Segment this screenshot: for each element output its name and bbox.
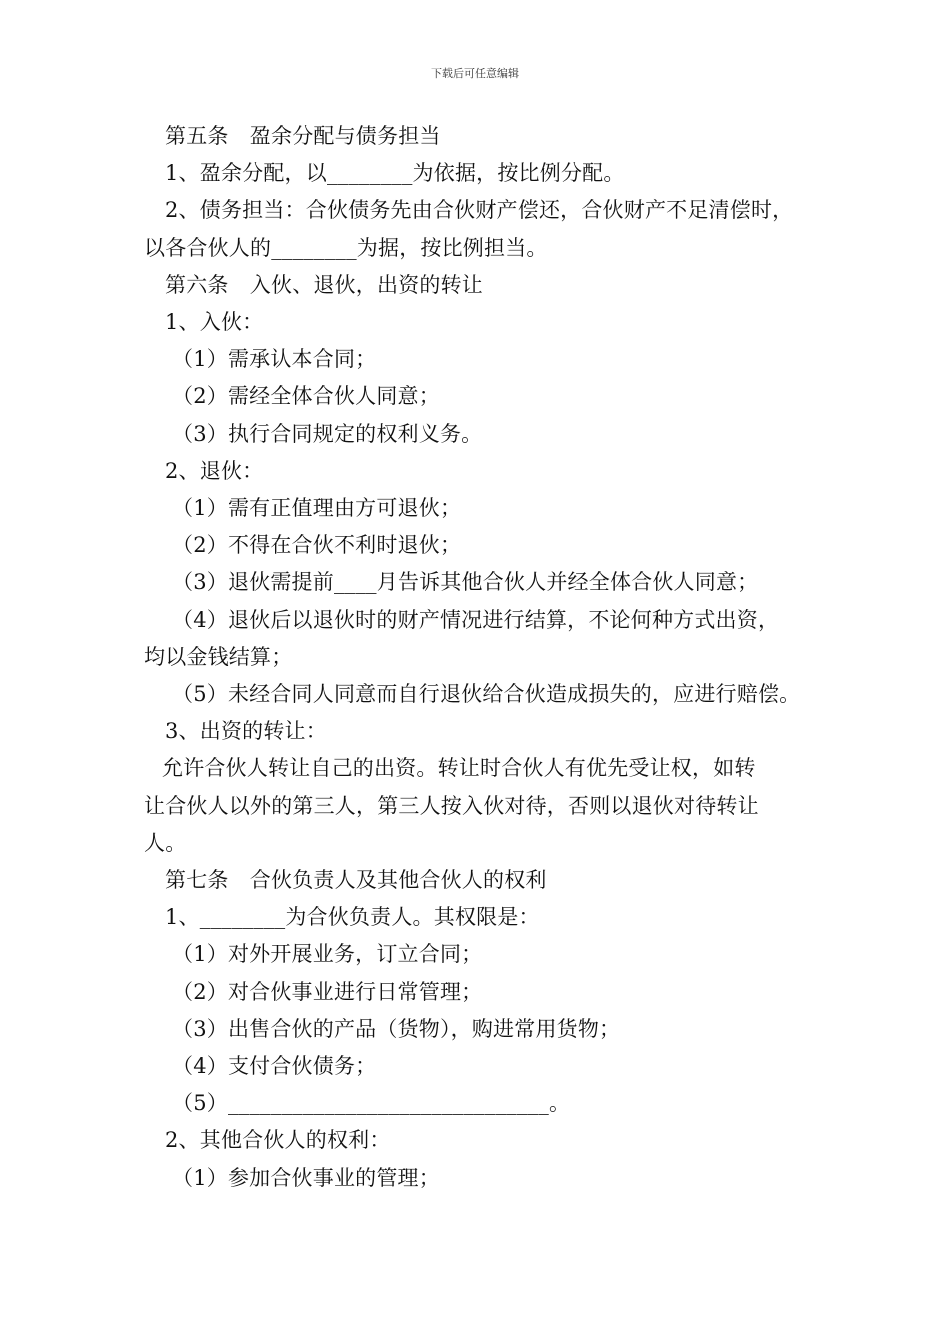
article-6-heading: 第六条 入伙、退伙，出资的转让 — [165, 272, 483, 297]
header-note: 下载后可任意编辑 — [431, 67, 519, 80]
clause-6-1-3: （3）执行合同规定的权利义务。 — [172, 421, 483, 446]
clause-6-1: 1、入伙： — [165, 310, 264, 335]
clause-6-2-5: （5）未经合同人同意而自行退伙给合伙造成损失的，应进行赔偿。 — [172, 682, 801, 707]
clause-7-1-4: （4）支付合伙债务； — [172, 1054, 377, 1079]
clause-6-3: 3、出资的转让： — [165, 719, 327, 744]
clause-6-2-3: （3）退伙需提前____月告诉其他合伙人并经全体合伙人同意； — [172, 570, 759, 595]
clause-6-2-2: （2）不得在合伙不利时退伙； — [172, 533, 462, 558]
clause-6-2-4-cont: 均以金钱结算； — [144, 644, 293, 669]
clause-6-3-text-cont-2: 人。 — [144, 830, 187, 855]
clause-7-1-1: （1）对外开展业务，订立合同； — [172, 942, 483, 967]
clause-7-2-1: （1）参加合伙事业的管理； — [172, 1165, 440, 1190]
clause-6-3-text-cont-1: 让合伙人以外的第三人，第三人按入伙对待，否则以退伙对待转让 — [144, 793, 759, 818]
clause-7-1: 1、________为合伙负责人。其权限是： — [165, 905, 540, 930]
clause-6-1-1: （1）需承认本合同； — [172, 347, 377, 372]
clause-6-2: 2、退伙： — [165, 458, 264, 483]
document-body — [144, 118, 816, 1197]
clause-5-2: 2、债务担当：合伙债务先由合伙财产偿还，合伙财产不足清偿时， — [165, 198, 794, 223]
clause-6-2-4: （4）退伙后以退伙时的财产情况进行结算，不论何种方式出资， — [172, 607, 780, 632]
clause-5-2-cont: 以各合伙人的________为据，按比例担当。 — [144, 235, 548, 260]
clause-5-1: 1、盈余分配，以________为依据，按比例分配。 — [165, 161, 625, 186]
article-5-heading: 第五条 盈余分配与债务担当 — [165, 124, 441, 148]
clause-7-2: 2、其他合伙人的权利： — [165, 1128, 391, 1153]
clause-7-1-5: （5）______________________________。 — [172, 1091, 571, 1116]
clause-7-1-3: （3）出售合伙的产品（货物），购进常用货物； — [172, 1016, 621, 1041]
clause-7-1-2: （2）对合伙事业进行日常管理； — [172, 979, 483, 1004]
clause-6-2-1: （1）需有正值理由方可退伙； — [172, 496, 462, 521]
clause-6-3-text: 允许合伙人转让自己的出资。转让时合伙人有优先受让权，如转 — [162, 756, 756, 781]
article-7-heading: 第七条 合伙负责人及其他合伙人的权利 — [165, 868, 547, 893]
clause-6-1-2: （2）需经全体合伙人同意； — [172, 384, 440, 409]
